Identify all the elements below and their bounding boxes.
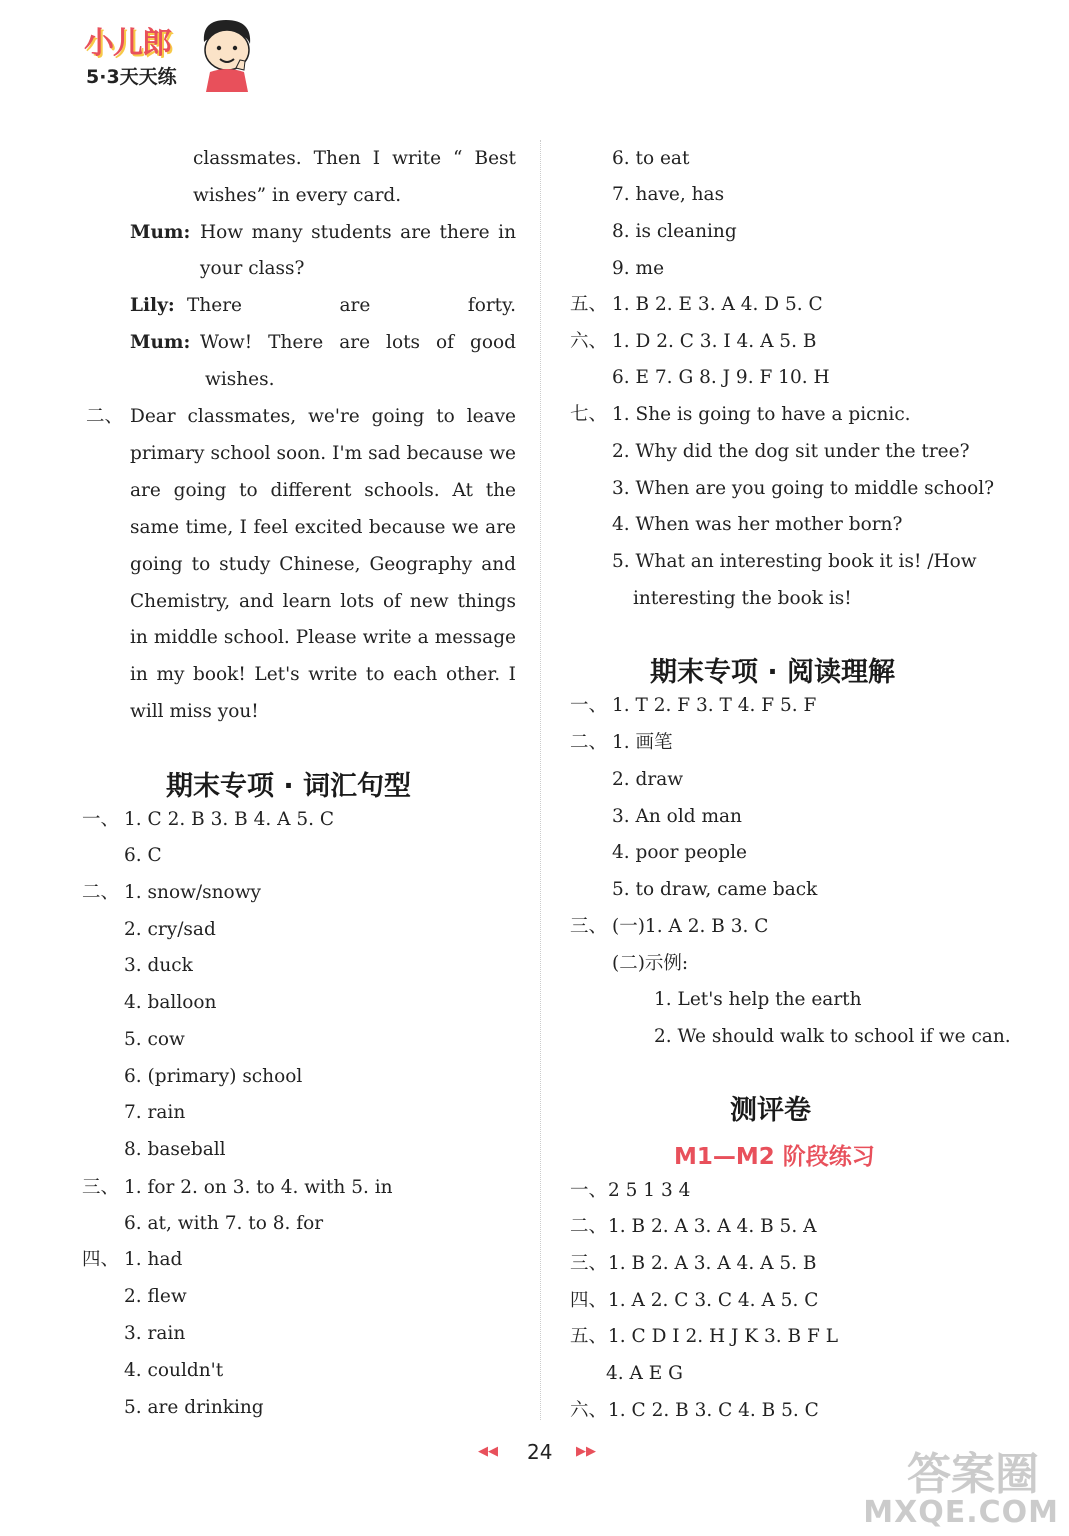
answer-line: 1. snow/snowy	[124, 882, 261, 903]
answer-line: 6. (primary) school	[124, 1066, 303, 1087]
answer-label: 二、	[82, 882, 120, 903]
answer-line: 2. We should walk to school if we can.	[654, 1026, 1011, 1047]
dialogue-speaker: Mum:	[130, 221, 191, 243]
answer-label: 三、	[570, 916, 608, 937]
answer-label: 六、	[570, 331, 608, 352]
answer-line: (一)1. A 2. B 3. C	[612, 916, 769, 937]
answer-line: 4. balloon	[124, 992, 217, 1013]
answer-label: 五、	[570, 1326, 608, 1347]
answer-label: 四、	[570, 1290, 608, 1311]
brand-subtitle: 5·3天天练	[86, 66, 177, 88]
dialogue-line: wishes.	[205, 368, 275, 390]
answer-line: 2. cry/sad	[124, 919, 216, 940]
answer-label: 一、	[570, 695, 608, 716]
answer-line: 5. What an interesting book it is! /How	[612, 551, 977, 572]
watermark-text: 答案圈	[907, 1449, 1039, 1500]
dialogue-line: How many students are there in	[200, 221, 516, 243]
dialogue-speaker: Lily:	[130, 295, 175, 317]
answer-line: 1. A 2. C 3. C 4. A 5. C	[608, 1290, 819, 1311]
answer-line: 1. C 2. B 3. B 4. A 5. C	[124, 809, 335, 830]
dialogue-line: your class?	[200, 258, 305, 280]
answer-line: (二)示例:	[612, 953, 689, 974]
answer-line: 1. C 2. B 3. C 4. B 5. C	[608, 1400, 819, 1421]
answer-line: 1. Let's help the earth	[654, 989, 862, 1010]
brand-logo	[84, 18, 259, 93]
answer-line: 4. A E G	[606, 1363, 683, 1384]
dialogue-speaker: Mum:	[130, 332, 191, 353]
answer-line: 5. to draw, came back	[612, 879, 818, 900]
answer-line: 2. Why did the dog sit under the tree?	[612, 441, 970, 462]
next-arrows-icon: ▶▶	[576, 1444, 596, 1459]
answer-label: 七、	[570, 404, 608, 425]
dialogue-line: Wow! There are lots of good	[200, 332, 516, 353]
answer-line: 1. 画笔	[612, 732, 673, 753]
answer-label: 五、	[570, 294, 608, 315]
answer-line: 8. baseball	[124, 1139, 226, 1160]
message-line: are going to different schools. At the	[130, 479, 516, 501]
message-line: will miss you!	[130, 701, 259, 723]
answer-line: 2 5 1 3 4	[608, 1180, 691, 1201]
answer-line: 6. C	[124, 845, 162, 866]
prev-arrows-icon: ◀◀	[478, 1444, 498, 1459]
watermark-url: MXQE.COM	[863, 1495, 1059, 1530]
section-heading: 期末专项 · 词汇句型	[166, 771, 412, 802]
answer-label: 六、	[570, 1400, 608, 1421]
answer-line: 7. rain	[124, 1102, 186, 1123]
dialogue-line: classmates. Then I write “ Best	[193, 148, 516, 169]
watermark	[863, 1438, 1059, 1530]
answer-line: 6. to eat	[612, 148, 690, 169]
answer-line: 6. at, with 7. to 8. for	[124, 1213, 324, 1234]
message-line: in my book! Let's write to each other. I	[130, 664, 516, 686]
answer-line: 2. flew	[124, 1286, 187, 1307]
answer-label: 三、	[570, 1253, 608, 1274]
column-divider	[540, 140, 541, 1420]
answer-line: 1. D 2. C 3. I 4. A 5. B	[612, 331, 817, 352]
sub-heading: M1—M2 阶段练习	[674, 1144, 875, 1170]
answer-line: 8. is cleaning	[612, 221, 737, 242]
message-line: Dear classmates, we're going to leave	[130, 406, 516, 427]
answer-label: 一、	[570, 1180, 608, 1201]
answer-line: 4. poor people	[612, 842, 748, 863]
answer-line: 3. When are you going to middle school?	[612, 478, 995, 499]
answer-line: 9. me	[612, 258, 665, 279]
message-line: in middle school. Please write a message	[130, 627, 516, 649]
answer-line: 3. duck	[124, 955, 193, 976]
section-label: 二、	[86, 406, 124, 427]
answer-line: 3. An old man	[612, 806, 742, 827]
section-heading: 期末专项 · 阅读理解	[650, 657, 896, 688]
answer-line: 3. rain	[124, 1323, 186, 1344]
answer-line: 7. have, has	[612, 184, 725, 205]
message-line: same time, I feel excited because we are	[130, 516, 516, 538]
answer-label: 三、	[82, 1177, 120, 1198]
brand-title: 小儿郎	[84, 26, 171, 61]
dialogue-line: wishes” in every card.	[193, 184, 402, 206]
answer-label: 一、	[82, 809, 120, 830]
answer-line: 1. B 2. A 3. A 4. A 5. B	[608, 1253, 817, 1274]
answer-line: interesting the book is!	[633, 588, 852, 609]
answer-line: 4. couldn't	[124, 1360, 224, 1381]
answer-label: 二、	[570, 732, 608, 753]
answer-line: 1. for 2. on 3. to 4. with 5. in	[124, 1177, 393, 1198]
answer-label: 四、	[82, 1249, 120, 1270]
answer-line: 5. cow	[124, 1029, 185, 1050]
answer-label: 二、	[570, 1216, 608, 1237]
answer-line: 4. When was her mother born?	[612, 514, 903, 535]
answer-line: 2. draw	[612, 769, 684, 790]
answer-line: 5. are drinking	[124, 1397, 264, 1418]
answer-line: 1. C D I 2. H J K 3. B F L	[608, 1326, 839, 1347]
mascot-icon	[196, 14, 258, 92]
answer-line: 1. B 2. E 3. A 4. D 5. C	[612, 294, 823, 315]
message-line: Chemistry, and learn lots of new things	[130, 590, 516, 612]
answer-line: 6. E 7. G 8. J 9. F 10. H	[612, 367, 830, 388]
answer-line: 1. had	[124, 1249, 183, 1270]
message-line: going to study Chinese, Geography and	[130, 553, 516, 575]
answer-line: 1. T 2. F 3. T 4. F 5. F	[612, 695, 817, 716]
message-line: primary school soon. I'm sad because we	[130, 442, 516, 464]
section-heading: 测评卷	[730, 1095, 811, 1126]
page-number: 24	[527, 1440, 553, 1464]
dialogue-line: There are forty.	[187, 295, 516, 317]
answer-line: 1. She is going to have a picnic.	[612, 404, 911, 425]
answer-line: 1. B 2. A 3. A 4. B 5. A	[608, 1216, 817, 1237]
